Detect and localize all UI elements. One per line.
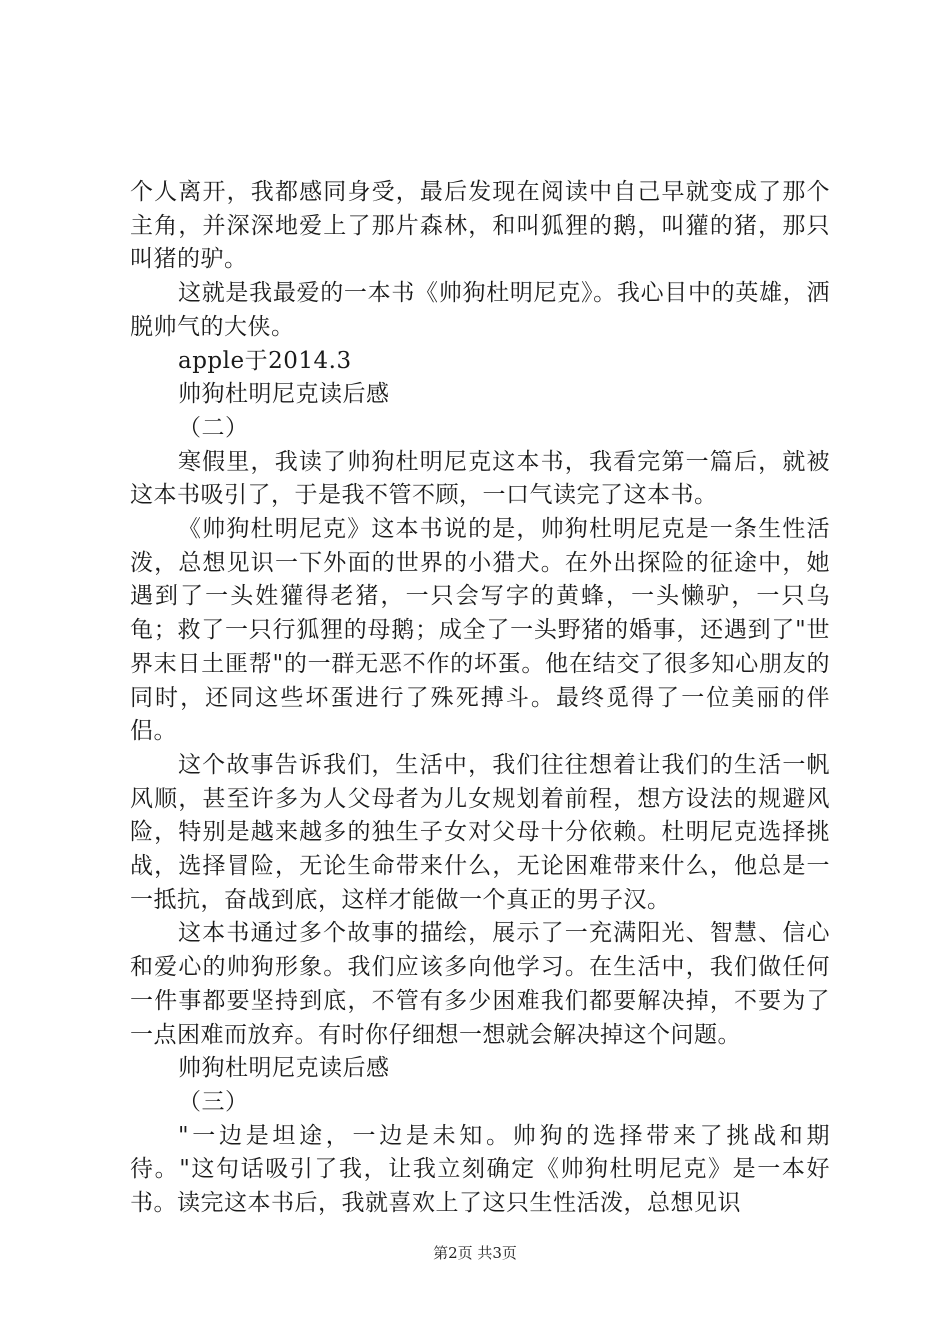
paragraph: 这个故事告诉我们，生活中，我们往往想着让我们的生活一帆风顺，甚至许多为人父母者为儿女规划着前程，想方设法的规避风险，特别是越来越多的独生子女对父母十分依赖。杜明尼克选择挑战，选择冒险，无论生命带来什么，无论困难带来什么，他总是一一抵抗，奋战到底，这样才能做一个真正的男子汉。 (130, 751, 830, 913)
section-title: 帅狗杜明尼克读后感 (178, 381, 390, 408)
author-date-line: apple于2014.3 (178, 347, 352, 374)
paragraph: 《帅狗杜明尼克》这本书说的是，帅狗杜明尼克是一条生性活泼，总想见识一下外面的世界的小猎犬。在外出探险的征途中，她遇到了一头姓獾得老猪，一只会写字的黄蜂，一头懒驴，一只乌龟；救了一只行狐狸的母鹅；成全了一头野猪的婚事，还遇到了"世界末日土匪帮"的一群无恶不作的坏蛋。他在结交了很多知心朋友的同时，还同这些坏蛋进行了殊死搏斗。最终觅得了一位美丽的伴侣。 (130, 516, 830, 745)
paragraph: 这本书通过多个故事的描绘，展示了一充满阳光、智慧、信心和爱心的帅狗形象。我们应该多向他学习。在生活中，我们做任何一件事都要坚持到底，不管有多少困难我们都要解决掉，不要为了一点困难而放弃。有时你仔细想一想就会解决掉这个问题。 (130, 920, 830, 1048)
paragraph: 寒假里，我读了帅狗杜明尼克这本书，我看完第一篇后，就被这本书吸引了，于是我不管不顾，一口气读完了这本书。 (130, 448, 830, 509)
page-footer: 第2页 共3页 (433, 1244, 517, 1262)
paragraph: 这就是我最爱的一本书《帅狗杜明尼克》。我心目中的英雄，洒脱帅气的大侠。 (130, 280, 830, 340)
section-number: （二） (178, 414, 249, 441)
paragraph-continuation: 个人离开，我都感同身受，最后发现在阅读中自己早就变成了那个主角，并深深地爱上了那片森林，和叫狐狸的鹅，叫獾的猪，那只叫猪的驴。 (130, 179, 830, 273)
document-body (130, 176, 830, 1221)
paragraph: "一边是坦途，一边是未知。帅狗的选择带来了挑战和期待。"这句话吸引了我，让我立刻确定《帅狗杜明尼克》是一本好书。读完这本书后，我就喜欢上了这只生性活泼，总想见识 (130, 1122, 830, 1217)
section-number: （三） (178, 1088, 249, 1115)
section-title: 帅狗杜明尼克读后感 (178, 1055, 390, 1082)
